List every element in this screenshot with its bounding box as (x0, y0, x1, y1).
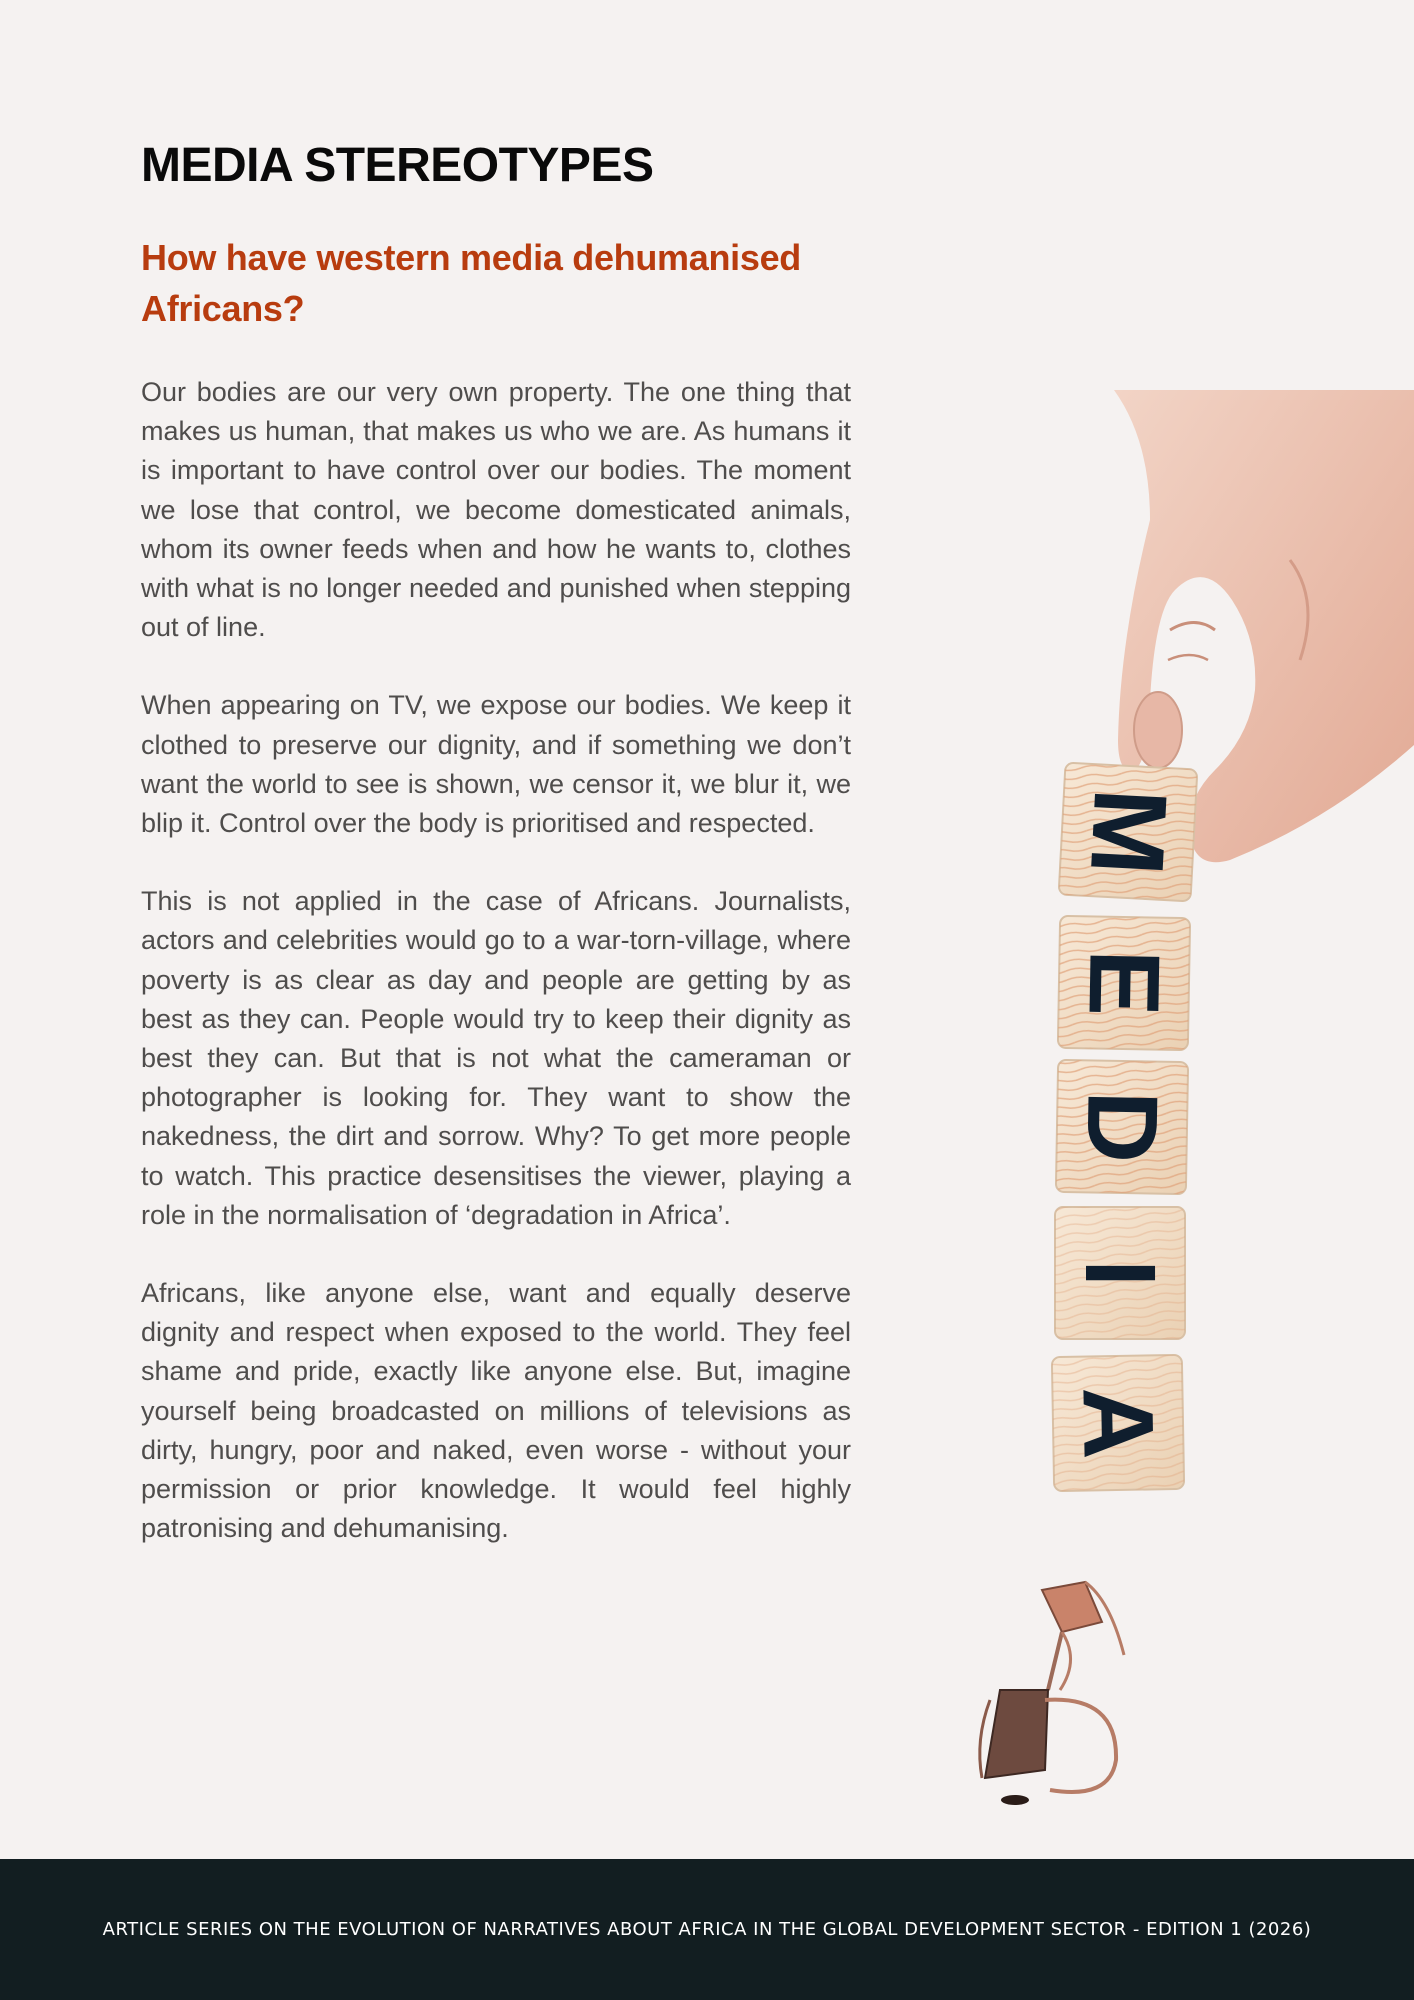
block-letter: I (1064, 1259, 1176, 1287)
paragraph-2: When appearing on TV, we expose our bodies. We keep it clothed to preserve our dignity, and if something we don’t want the world to see is shown, we censor it, we blur it, we blip it. Control over the body is prioritised and respected. (141, 690, 851, 839)
letter-block-a (1052, 1355, 1184, 1491)
paragraph-4: Africans, like anyone else, want and equally deserve dignity and respect when exposed to the world. They feel shame and pride, exactly like anyone else. But, imagine yourself being broadcasted on millions of televisions as dirty, hungry, poor and naked, even worse - without your permission or prior knowledge. It would feel highly patronising and dehumanising. (141, 1278, 851, 1544)
letter-block-i (1055, 1207, 1185, 1339)
letter-block-d (1056, 1060, 1188, 1194)
block-letter: M (1067, 785, 1189, 879)
article-body (141, 373, 851, 1587)
footer-text: ARTICLE SERIES ON THE EVOLUTION OF NARRATIVES ABOUT AFRICA IN THE GLOBAL DEVELOPMENT SECTOR - EDITION 1 (2026) (102, 1919, 1312, 1940)
block-letter: D (1065, 1089, 1179, 1165)
block-letter: A (1061, 1385, 1175, 1461)
letter-block-e (1058, 916, 1190, 1050)
letter-block-m (1059, 763, 1198, 902)
block-letter: E (1067, 948, 1181, 1018)
paragraph-1: Our bodies are our very own property. The one thing that makes us human, that makes us who we are. As humans it is important to have control over our bodies. The moment we lose that control, we become domesticated animals, whom its owner feeds when and how he wants to, clothes with what is no longer needed and punished when stepping out of line. (141, 377, 851, 643)
page-title: MEDIA STEREOTYPES (141, 139, 654, 192)
page-subtitle: How have western media dehumanised Africans? (141, 237, 802, 329)
binder-clip-image (980, 1582, 1124, 1805)
paragraph-3: This is not applied in the case of Africans. Journalists, actors and celebrities would go to a war-torn-village, where poverty is as clear as day and people are getting by as best as they can. People would try to keep their dignity as best they can. But that is not what the cameraman or photographer is looking for. They want to show the nakedness, the dirt and sorrow. Why? To get more people to watch. This practice desensitises the viewer, playing a role in the normalisation of ‘degradation in Africa’. (141, 886, 851, 1230)
media-blocks-illustration (960, 380, 1414, 1820)
page-footer (0, 1859, 1414, 2000)
